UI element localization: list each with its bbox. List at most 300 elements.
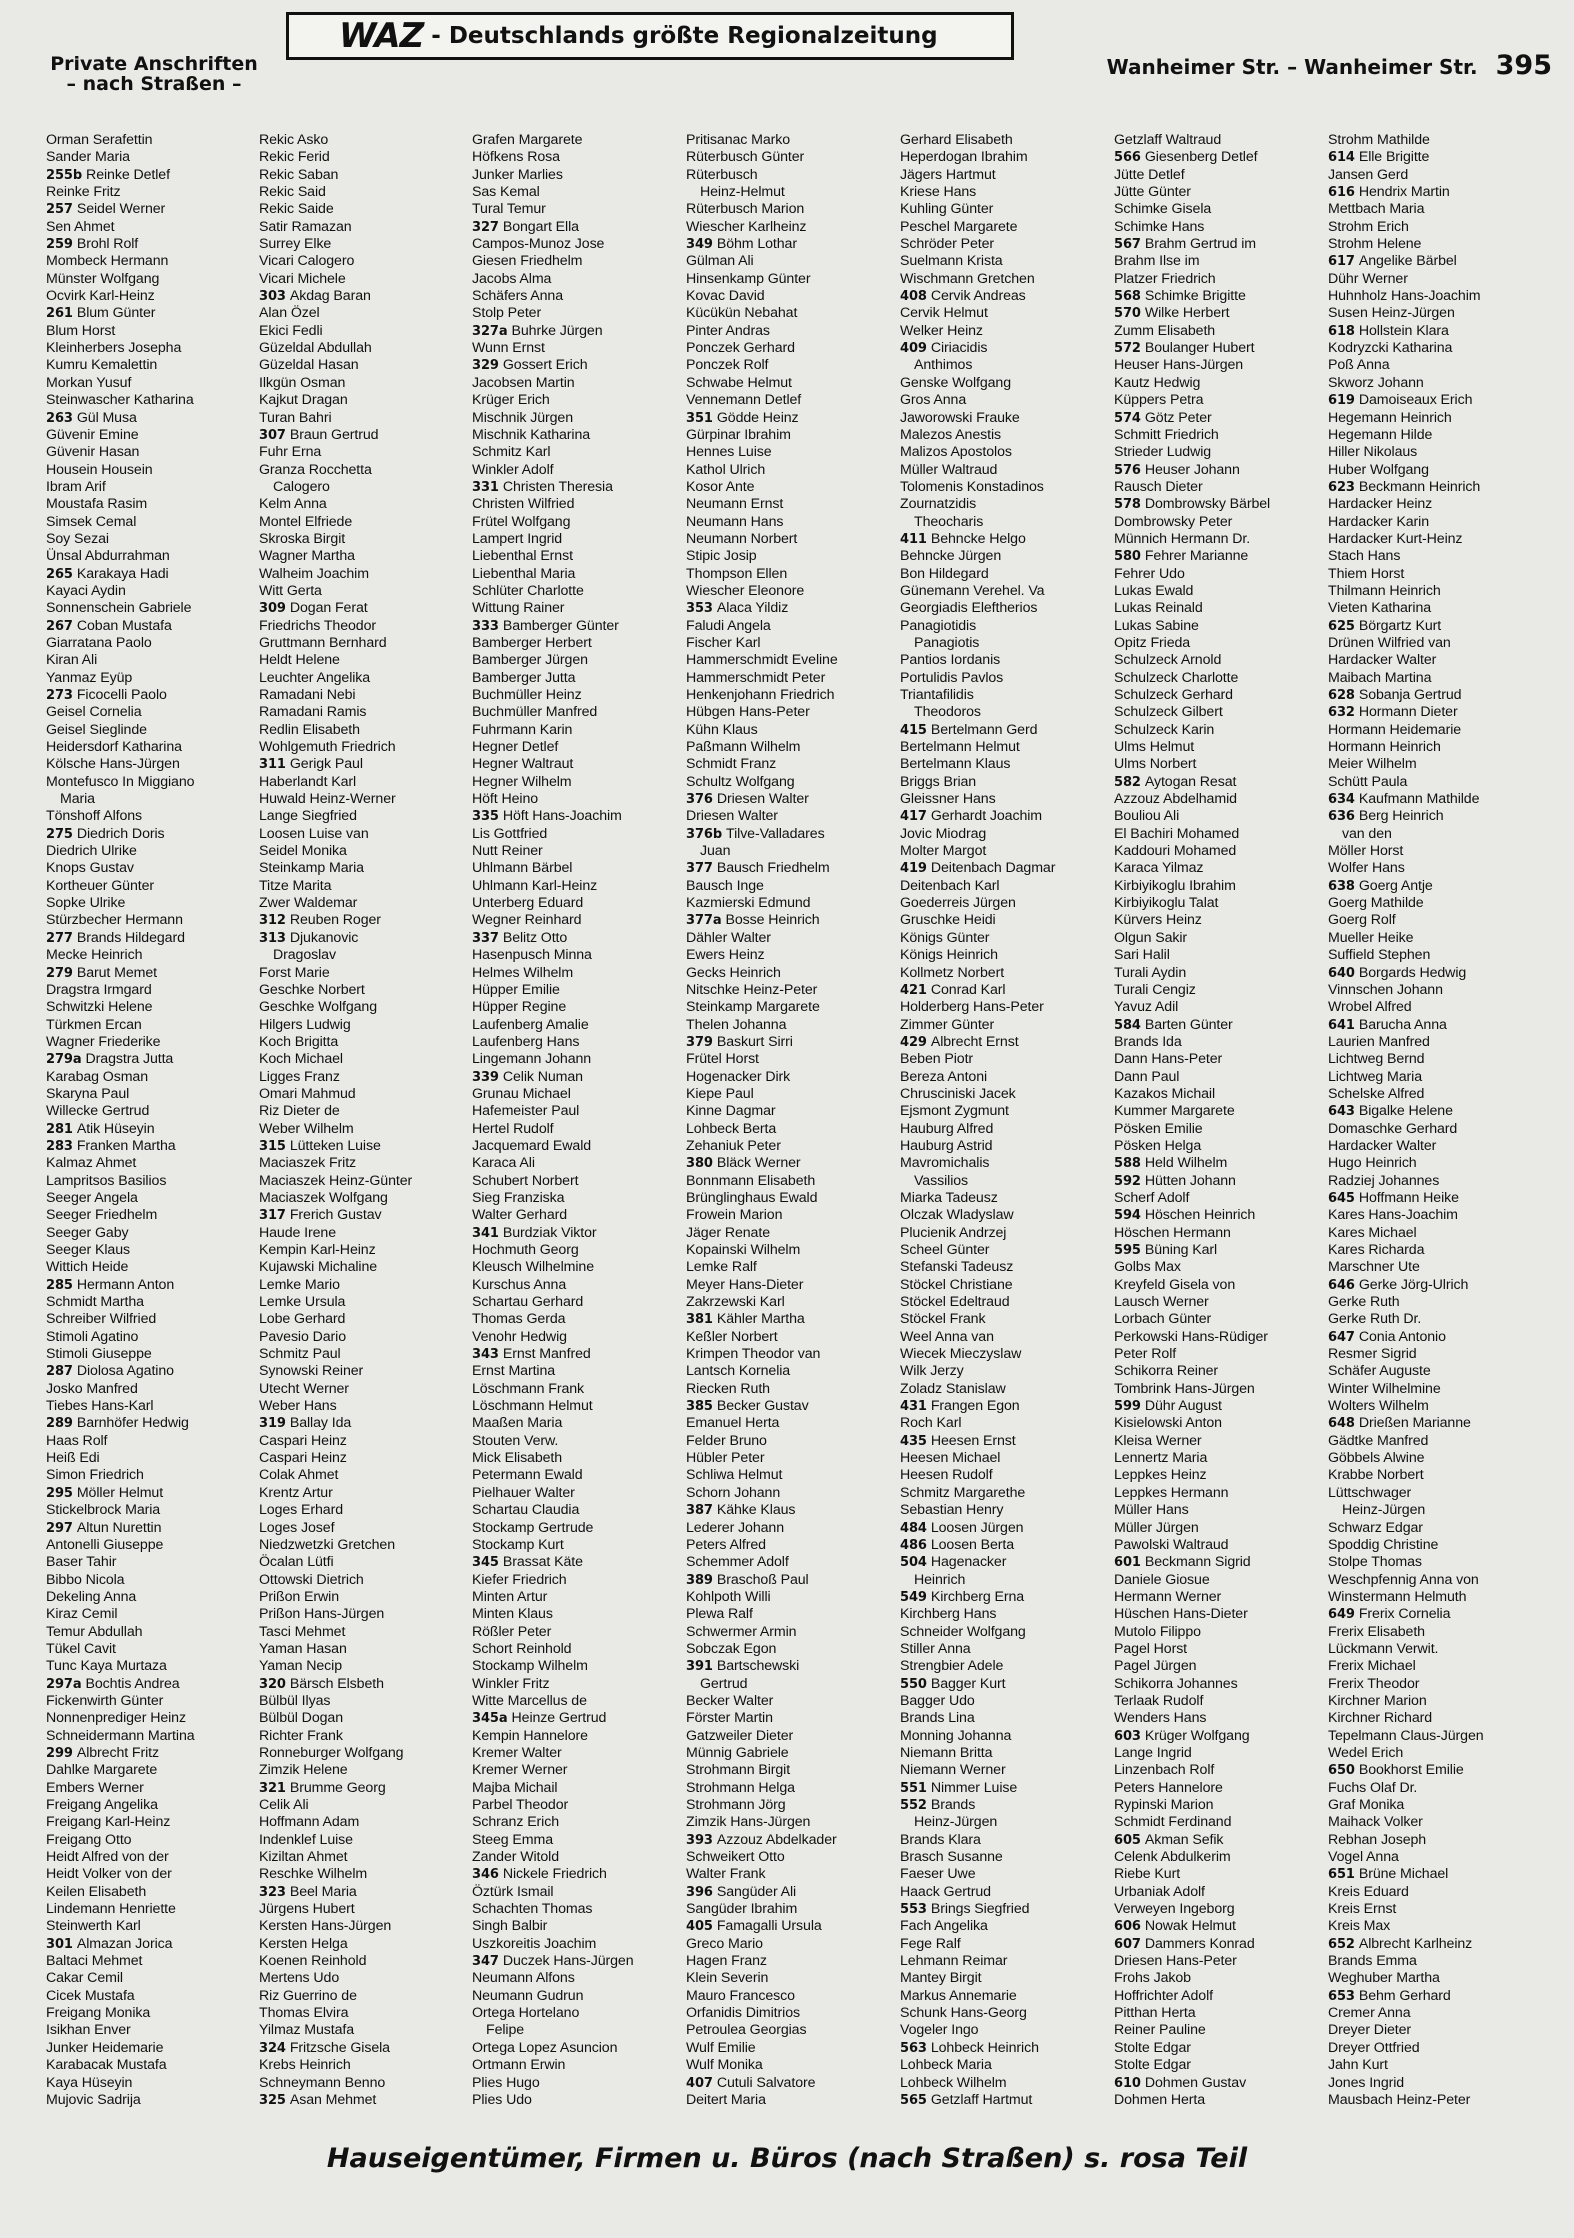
directory-entry: Behncke Jürgen	[900, 548, 1002, 565]
directory-entry: 429 Albrecht Ernst	[900, 1033, 1019, 1050]
directory-entry: Küppers Petra	[1114, 392, 1204, 409]
directory-entry: Maibach Martina	[1328, 669, 1432, 686]
directory-entry: 263 Gül Musa	[46, 409, 137, 426]
house-number: 351	[686, 410, 713, 426]
directory-entry: Kirbiyikoglu Talat	[1114, 895, 1219, 912]
house-number: 618	[1328, 323, 1355, 339]
directory-entry: Maciaszek Heinz-Günter	[259, 1172, 413, 1189]
directory-entry: Kinne Dagmar	[686, 1103, 776, 1120]
directory-entry: Tombrink Hans-Jürgen	[1114, 1380, 1255, 1397]
directory-entry: Lemke Mario	[259, 1276, 340, 1293]
directory-entry: Jacobs Alma	[472, 270, 552, 287]
house-number: 377a	[686, 913, 722, 929]
directory-entry: Roch Karl	[900, 1415, 962, 1432]
directory-entry: Höft Heino	[472, 791, 539, 808]
directory-entry: 281 Atik Hüseyin	[46, 1120, 155, 1137]
directory-entry: Frerix Michael	[1328, 1658, 1416, 1675]
directory-entry: Öztürk Ismail	[472, 1883, 554, 1900]
directory-entry: Schmidt Franz	[686, 756, 777, 773]
directory-entry: Kempin Karl-Heinz	[259, 1242, 376, 1258]
directory-entry: Lantsch Kornelia	[686, 1363, 791, 1380]
directory-entry: 616 Hendrix Martin	[1328, 184, 1450, 201]
directory-entry: Sopke Ulrike	[46, 895, 126, 912]
directory-entry: 646 Gerke Jörg-Ulrich	[1328, 1276, 1469, 1293]
directory-entry: 257 Seidel Werner	[46, 201, 166, 218]
directory-entry: Schimke Hans	[1114, 218, 1205, 235]
directory-entry: Gädtke Manfred	[1328, 1432, 1429, 1449]
directory-entry: Terlaak Rudolf	[1114, 1692, 1204, 1709]
directory-entry: Dragoslav	[273, 947, 336, 964]
house-number: 576	[1114, 462, 1141, 478]
house-number: 570	[1114, 306, 1141, 322]
directory-entry: Schulzeck Gerhard	[1114, 687, 1233, 703]
directory-entry: Bonnmann Elisabeth	[686, 1172, 816, 1189]
directory-entry: Dreyer Dieter	[1328, 2022, 1412, 2039]
directory-entry: Kalmaz Ahmet	[46, 1155, 137, 1172]
directory-entry: Schlüter Charlotte	[472, 582, 584, 599]
directory-entry: Bülbül Dogan	[259, 1710, 343, 1727]
directory-entry: Anthimos	[914, 357, 973, 374]
directory-entry: 349 Böhm Lothar	[686, 236, 797, 253]
directory-entry: Öcalan Lütfi	[259, 1554, 334, 1571]
directory-entry: Klein Severin	[686, 1970, 769, 1987]
house-number: 349	[686, 237, 713, 253]
directory-entry: 313 Djukanovic	[259, 929, 359, 946]
house-number: 415	[900, 722, 927, 738]
directory-entry: 605 Akman Sefik	[1114, 1831, 1224, 1848]
house-number: 649	[1328, 1607, 1355, 1623]
house-number: 323	[259, 1884, 286, 1900]
directory-entry: Moustafa Rasim	[46, 496, 148, 513]
house-number: 645	[1328, 1190, 1355, 1206]
directory-entry: Fach Angelika	[900, 1918, 988, 1935]
directory-entry: Heinz-Jürgen	[914, 1814, 998, 1831]
directory-entry: Uhlmann Bärbel	[472, 860, 573, 877]
house-number: 588	[1114, 1156, 1141, 1172]
directory-entry: 377a Bosse Heinrich	[686, 912, 820, 929]
directory-entry: Lampert Ingrid	[472, 530, 563, 547]
directory-entry: Seidel Monika	[259, 843, 347, 860]
house-number: 568	[1114, 289, 1141, 305]
directory-entry: Kürvers Heinz	[1114, 912, 1202, 929]
directory-entry: Münnich Hermann Dr.	[1114, 530, 1251, 547]
directory-entry: Venohr Hedwig	[472, 1328, 567, 1345]
directory-entry: 329 Gossert Erich	[472, 357, 588, 374]
directory-entry: Kathol Ulrich	[686, 461, 766, 478]
house-number: 417	[900, 809, 927, 825]
directory-entry: Zimzik Helene	[259, 1762, 348, 1779]
directory-entry: Turali Cengiz	[1114, 981, 1196, 998]
directory-entry: Hammerschmidt Peter	[686, 669, 826, 686]
directory-entry: Yavuz Adil	[1114, 999, 1179, 1016]
directory-entry: Witt Gerta	[259, 582, 322, 599]
directory-entry: Pritisanac Marko	[686, 132, 791, 148]
directory-entry: Geschke Norbert	[259, 981, 365, 998]
directory-entry: Pösken Helga	[1114, 1137, 1202, 1154]
directory-entry: Triantafilidis	[900, 687, 974, 703]
directory-entry: Briggs Brian	[900, 773, 977, 790]
directory-entry: Wunn Ernst	[472, 340, 545, 357]
directory-entry: Königs Heinrich	[900, 947, 998, 964]
directory-entry: Schulzeck Charlotte	[1114, 669, 1239, 686]
house-number: 312	[259, 913, 286, 929]
house-number: 592	[1114, 1173, 1141, 1189]
directory-entry: Ernst Martina	[472, 1363, 556, 1380]
directory-entry: Mueller Heike	[1328, 929, 1414, 946]
directory-entry: Müller Hans	[1114, 1502, 1189, 1519]
directory-entry: Thelen Johanna	[686, 1016, 787, 1033]
directory-entry: Kühn Klaus	[686, 721, 758, 738]
directory-entry: Strohmann Helga	[686, 1779, 795, 1796]
directory-entry: Stolp Peter	[472, 305, 542, 322]
directory-entry: Rekic Ferid	[259, 149, 330, 166]
directory-entry: Seeger Klaus	[46, 1242, 130, 1258]
directory-column	[46, 132, 258, 2109]
directory-entry: Welker Heinz	[900, 322, 983, 339]
directory-entry: Schliwa Helmut	[686, 1467, 783, 1484]
directory-entry: Wagner Friederike	[46, 1033, 161, 1050]
directory-entry: 641 Barucha Anna	[1328, 1016, 1447, 1033]
directory-entry: Thiem Horst	[1328, 565, 1405, 582]
waz-banner	[286, 12, 1014, 60]
directory-entry: Haack Gertrud	[900, 1883, 991, 1900]
directory-entry: 312 Reuben Roger	[259, 912, 381, 929]
directory-entry: Gerhard Elisabeth	[900, 132, 1013, 148]
directory-entry: Gruschke Heidi	[900, 912, 996, 929]
directory-entry: 566 Giesenberg Detlef	[1114, 149, 1258, 166]
house-number: 376	[686, 792, 713, 808]
directory-entry: Wrobel Alfred	[1328, 999, 1412, 1016]
directory-entry: Weghuber Martha	[1328, 1970, 1440, 1987]
directory-entry: Stefanski Tadeusz	[900, 1259, 1014, 1276]
directory-entry: Dragstra Irmgard	[46, 981, 152, 998]
directory-entry: Becker Walter	[686, 1692, 774, 1709]
house-number: 327	[472, 219, 499, 235]
directory-entry: Lederer Johann	[686, 1519, 784, 1536]
directory-entry: 617 Angelike Bärbel	[1328, 253, 1457, 270]
directory-entry: Lingemann Johann	[472, 1051, 592, 1068]
directory-entry: Lichtweg Maria	[1328, 1068, 1423, 1085]
house-number: 550	[900, 1676, 927, 1692]
directory-entry: Kovac David	[686, 288, 765, 305]
directory-entry: Plies Udo	[472, 2091, 532, 2108]
house-number: 295	[46, 1485, 73, 1501]
directory-entry: 407 Cutuli Salvatore	[686, 2074, 816, 2091]
directory-entry: 255b Reinke Detlef	[46, 166, 170, 183]
directory-entry: 415 Bertelmann Gerd	[900, 721, 1038, 738]
house-number: 601	[1114, 1555, 1141, 1571]
house-number: 379	[686, 1034, 713, 1050]
directory-entry: Sebastian Henry	[900, 1502, 1004, 1519]
directory-entry: Prißon Hans-Jürgen	[259, 1606, 385, 1623]
directory-entry: Leppkes Hermann	[1114, 1484, 1229, 1501]
house-number: 572	[1114, 341, 1141, 357]
directory-entry: Hormann Heidemarie	[1328, 721, 1462, 738]
directory-entry: Pavesio Dario	[259, 1328, 347, 1345]
directory-entry: Bülbül Ilyas	[259, 1692, 331, 1709]
directory-entry: 584 Barten Günter	[1114, 1016, 1233, 1033]
directory-entry: Kiziltan Ahmet	[259, 1849, 348, 1866]
directory-entry: Schemmer Adolf	[686, 1554, 789, 1571]
directory-entry: Ottowski Dietrich	[259, 1571, 364, 1588]
directory-entry: Juan	[700, 843, 731, 860]
directory-entry: Neumann Norbert	[686, 530, 798, 547]
house-number: 640	[1328, 965, 1355, 981]
directory-entry: Lausch Werner	[1114, 1294, 1209, 1311]
house-number: 599	[1114, 1399, 1141, 1415]
directory-entry: Münnig Gabriele	[686, 1744, 789, 1761]
directory-entry: Soy Sezai	[46, 530, 109, 547]
directory-entry: Dombrowsky Peter	[1114, 513, 1233, 530]
directory-entry: Weber Hans	[259, 1398, 337, 1415]
directory-entry: Radziej Johannes	[1328, 1172, 1440, 1189]
directory-entry: Möller Horst	[1328, 843, 1404, 860]
directory-entry: 279 Barut Memet	[46, 964, 157, 981]
house-number: 353	[686, 601, 713, 617]
directory-entry: 419 Deitenbach Dagmar	[900, 860, 1056, 877]
directory-entry: Scheel Günter	[900, 1242, 990, 1258]
directory-column	[900, 132, 1112, 2109]
directory-entry: Beben Piotr	[900, 1051, 974, 1068]
directory-entry: Jansen Gerd	[1328, 166, 1409, 183]
house-number: 380	[686, 1156, 713, 1172]
house-number: 552	[900, 1798, 927, 1813]
directory-entry: 391 Bartschewski	[686, 1658, 800, 1675]
house-number: 652	[1328, 1936, 1355, 1952]
directory-entry: Fehrer Udo	[1114, 565, 1185, 582]
directory-entry: Rößler Peter	[472, 1623, 552, 1640]
directory-entry: Strohm Erich	[1328, 218, 1409, 235]
directory-entry: Liebenthal Maria	[472, 565, 576, 582]
house-number: 257	[46, 202, 73, 218]
house-number: 647	[1328, 1329, 1355, 1345]
directory-entry: Campos-Munoz Jose	[472, 236, 605, 253]
directory-entry: 285 Hermann Anton	[46, 1276, 175, 1293]
directory-entry: Hegner Waltraut	[472, 756, 574, 773]
directory-entry: Kajkut Dragan	[259, 392, 348, 409]
directory-entry: Kreis Ernst	[1328, 1901, 1397, 1918]
directory-entry: Hermann Werner	[1114, 1588, 1222, 1605]
directory-entry: 628 Sobanja Gertrud	[1328, 687, 1462, 703]
directory-entry: Jacquemard Ewald	[472, 1137, 592, 1154]
directory-entry: Walter Frank	[686, 1866, 766, 1883]
house-number: 319	[259, 1416, 286, 1432]
directory-entry: Kelm Anna	[259, 496, 327, 513]
directory-entry: Dahlke Margarete	[46, 1762, 158, 1779]
directory-column	[686, 132, 898, 2109]
house-number: 567	[1114, 237, 1141, 253]
directory-entry: Cakar Cemil	[46, 1970, 123, 1987]
house-number: 311	[259, 757, 286, 773]
directory-entry: Neumann Alfons	[472, 1970, 575, 1987]
directory-entry: 421 Conrad Karl	[900, 981, 1006, 998]
directory-columns	[46, 132, 1556, 2122]
house-number: 277	[46, 930, 73, 946]
directory-entry: Krabbe Norbert	[1328, 1467, 1424, 1484]
directory-entry: Kreis Eduard	[1328, 1883, 1409, 1900]
directory-entry: 592 Hütten Johann	[1114, 1172, 1236, 1189]
directory-entry: Hauburg Astrid	[900, 1137, 993, 1154]
directory-entry: 301 Almazan Jorica	[46, 1935, 173, 1952]
house-number: 651	[1328, 1867, 1355, 1883]
directory-entry: 484 Loosen Jürgen	[900, 1519, 1024, 1536]
directory-entry: Kleusch Wilhelmine	[472, 1259, 594, 1276]
directory-entry: Hoffmann Adam	[259, 1814, 360, 1831]
directory-entry: Sieg Franziska	[472, 1189, 565, 1206]
directory-entry: Kortheuer Günter	[46, 877, 155, 894]
directory-entry: Lehmann Reimar	[900, 1953, 1008, 1970]
directory-entry: 570 Wilke Herbert	[1114, 305, 1230, 322]
house-number: 549	[900, 1589, 927, 1605]
directory-entry: Güvenir Emine	[46, 426, 139, 443]
directory-entry: Geisel Sieglinde	[46, 721, 147, 738]
directory-entry: Vennemann Detlef	[686, 392, 802, 409]
directory-entry: 431 Frangen Egon	[900, 1398, 1020, 1415]
directory-entry: Löschmann Helmut	[472, 1398, 593, 1415]
directory-entry: Alan Özel	[259, 305, 320, 322]
directory-entry: Kleinherbers Josepha	[46, 340, 182, 357]
directory-entry: Turali Aydin	[1114, 964, 1187, 981]
house-number: 435	[900, 1433, 927, 1449]
directory-entry: Steinkamp Margarete	[686, 999, 820, 1016]
directory-entry: Löschmann Frank	[472, 1380, 585, 1397]
directory-entry: Haberlandt Karl	[259, 773, 357, 790]
house-number: 565	[900, 2092, 927, 2108]
directory-entry: Hormann Heinrich	[1328, 739, 1441, 756]
directory-entry: 486 Loosen Berta	[900, 1536, 1015, 1553]
directory-entry: Laufenberg Amalie	[472, 1016, 589, 1033]
directory-entry: Dreyer Ottfried	[1328, 2039, 1420, 2056]
house-number: 407	[686, 2075, 713, 2091]
directory-entry: Dekeling Anna	[46, 1588, 137, 1605]
directory-entry: 565 Getzlaff Hartmut	[900, 2091, 1033, 2108]
house-number: 343	[472, 1347, 499, 1363]
directory-entry: Heinz-Helmut	[700, 184, 785, 201]
house-number: 333	[472, 618, 499, 634]
directory-entry: Synowski Reiner	[259, 1363, 364, 1380]
directory-entry: Pagel Jürgen	[1114, 1658, 1197, 1675]
directory-entry: Tunc Kaya Murtaza	[46, 1658, 167, 1675]
house-number: 315	[259, 1138, 286, 1154]
house-number: 610	[1114, 2075, 1141, 2091]
directory-entry: Zimzik Hans-Jürgen	[686, 1814, 811, 1831]
house-number: 255b	[46, 167, 83, 183]
directory-entry: Frütel Horst	[686, 1051, 759, 1068]
directory-entry: Jacobsen Martin	[472, 374, 575, 391]
directory-entry: Höfkens Rosa	[472, 149, 560, 166]
directory-entry: Utecht Werner	[259, 1380, 349, 1397]
directory-entry: Kempin Hannelore	[472, 1727, 588, 1744]
directory-entry: Skworz Johann	[1328, 374, 1424, 391]
directory-entry: 638 Goerg Antje	[1328, 877, 1433, 894]
house-number: 563	[900, 2040, 927, 2056]
directory-entry: Karaca Ali	[472, 1155, 535, 1172]
directory-entry: Domaschke Gerhard	[1328, 1120, 1458, 1137]
house-number: 313	[259, 930, 286, 946]
directory-entry: Zoladz Stanislaw	[900, 1380, 1006, 1397]
directory-column	[472, 132, 684, 2109]
directory-entry: Günemann Verehel. Va	[900, 582, 1045, 599]
directory-entry: Maria	[60, 791, 95, 808]
directory-entry: Geschke Wolfgang	[259, 999, 378, 1016]
house-number: 638	[1328, 878, 1355, 894]
directory-entry: 625 Börgartz Kurt	[1328, 617, 1442, 634]
house-number: 267	[46, 618, 73, 634]
directory-entry: Reschke Wilhelm	[259, 1866, 368, 1883]
directory-entry: Emanuel Herta	[686, 1415, 780, 1432]
directory-entry: Fickenwirth Günter	[46, 1692, 164, 1709]
house-number: 387	[686, 1503, 713, 1519]
directory-entry: Hertel Rudolf	[472, 1120, 554, 1137]
directory-entry: Frerix Theodor	[1328, 1675, 1420, 1692]
directory-entry: Vinnschen Johann	[1328, 981, 1443, 998]
directory-entry: Schwitzki Helene	[46, 999, 153, 1016]
directory-entry: Wolfer Hans	[1328, 860, 1405, 877]
directory-entry: Schelske Alfred	[1328, 1085, 1425, 1102]
directory-entry: Stolte Edgar	[1114, 2057, 1191, 2074]
directory-entry: Bertelmann Helmut	[900, 739, 1020, 756]
directory-entry: Schultz Wolfgang	[686, 773, 795, 790]
directory-entry: Hiller Nikolaus	[1328, 444, 1418, 461]
house-number: 614	[1328, 150, 1355, 166]
house-number: 619	[1328, 393, 1355, 409]
directory-entry: 311 Gerigk Paul	[259, 756, 363, 773]
directory-entry: Lemke Ralf	[686, 1259, 757, 1276]
directory-entry: 376 Driesen Walter	[686, 791, 809, 808]
directory-entry: Münster Wolfgang	[46, 270, 160, 287]
directory-entry: 283 Franken Martha	[46, 1137, 176, 1154]
directory-entry: Stolte Edgar	[1114, 2039, 1191, 2056]
directory-entry: Goerg Mathilde	[1328, 895, 1424, 912]
house-number: 409	[900, 341, 927, 357]
directory-entry: Heinrich	[914, 1571, 966, 1588]
directory-entry: Meyer Hans-Dieter	[686, 1276, 804, 1293]
directory-entry: Neumann Gudrun	[472, 1987, 584, 2004]
directory-entry: Steinkamp Maria	[259, 860, 364, 877]
directory-entry: Hübgen Hans-Peter	[686, 704, 810, 721]
house-number: 396	[686, 1884, 713, 1900]
directory-entry: 376b Tilve-Valladares	[686, 825, 825, 842]
house-number: 646	[1328, 1277, 1355, 1293]
directory-entry: 636 Berg Heinrich	[1328, 808, 1444, 825]
directory-entry: Uszkoreitis Joachim	[472, 1935, 597, 1952]
directory-entry: Minten Klaus	[472, 1606, 553, 1623]
directory-entry: 337 Belitz Otto	[472, 929, 568, 946]
directory-entry: 405 Famagalli Ursula	[686, 1918, 822, 1935]
directory-entry: Theodoros	[914, 704, 981, 721]
directory-entry: Geisel Cornelia	[46, 704, 142, 721]
directory-entry: Jütte Detlef	[1114, 166, 1185, 183]
directory-entry: Gülman Ali	[686, 253, 754, 270]
directory-entry: Heidt Alfred von der	[46, 1849, 169, 1866]
directory-entry: 393 Azzouz Abdelkader	[686, 1831, 837, 1848]
directory-entry: Markus Annemarie	[900, 1987, 1017, 2004]
directory-entry: Weel Anna van	[900, 1328, 994, 1345]
house-number: 634	[1328, 792, 1355, 808]
directory-entry: Vicari Michele	[259, 270, 346, 287]
directory-entry: Lampritsos Basilios	[46, 1172, 167, 1189]
directory-entry: Ponczek Gerhard	[686, 340, 795, 357]
directory-entry: Riz Guerrino de	[259, 1987, 357, 2004]
directory-entry: Marschner Ute	[1328, 1259, 1420, 1276]
directory-entry: Platzer Friedrich	[1114, 270, 1216, 287]
directory-entry: 297a Bochtis Andrea	[46, 1675, 180, 1692]
directory-entry: Zwer Waldemar	[259, 895, 358, 912]
directory-entry: Lindemann Henriette	[46, 1901, 176, 1918]
directory-entry: Rekic Asko	[259, 132, 329, 148]
directory-entry: Haas Rolf	[46, 1432, 108, 1449]
directory-entry: Lange Ingrid	[1114, 1744, 1192, 1761]
